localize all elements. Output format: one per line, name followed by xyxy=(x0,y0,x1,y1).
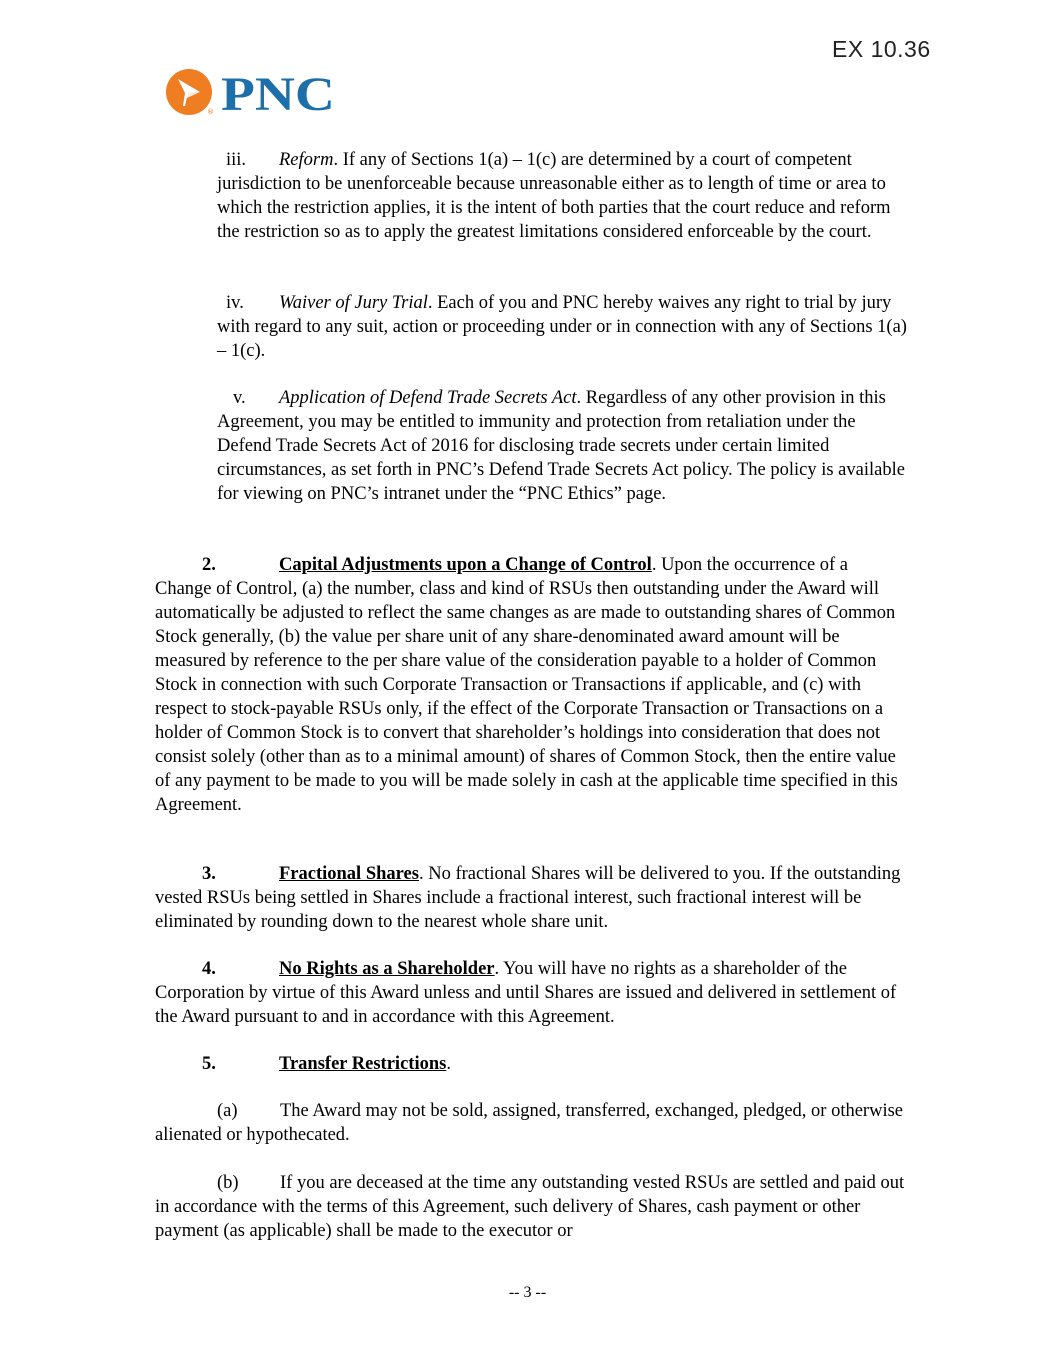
section-heading: Capital Adjustments upon a Change of Control xyxy=(279,555,652,575)
section-body: . No fractional Shares will be delivered to you. If the outstanding vested RSUs being settled in Shares include a fractional interest, such fractional interest will be eliminated by rounding down to the nearest whole share unit. xyxy=(155,864,901,932)
page-number: -- 3 -- xyxy=(508,1284,547,1301)
item-title: Application of Defend Trade Secrets Act xyxy=(279,388,577,408)
item-number: iv. xyxy=(226,293,244,313)
item-body: . Regardless of any other provision in this Agreement, you may be entitled to immunity and protection from retaliation under the Defend Trade Secrets Act of 2016 for disclosing trade secrets under certain limited circumstances, as set forth in PNC’s Defend Trade Secrets Act policy. The policy is available for viewing on PNC’s intranet under the “PNC Ethics” page. xyxy=(217,388,905,504)
item-reform xyxy=(217,148,907,244)
section-capital-adjustments xyxy=(155,553,907,817)
pnc-logo xyxy=(165,66,340,122)
section-heading: Transfer Restrictions xyxy=(279,1054,447,1074)
section-number: 3. xyxy=(202,864,216,884)
paragraph-a xyxy=(155,1099,907,1147)
pnc-logo-text: PNC xyxy=(221,68,335,121)
item-body: . Each of you and PNC hereby waives any right to trial by jury with regard to any suit, action or proceeding under or in connection with any of Sections 1(a) – 1(c). xyxy=(217,293,907,361)
paragraph-text: The Award may not be sold, assigned, transferred, exchanged, pledged, or otherwise alienated or hypothecated. xyxy=(155,1101,903,1145)
section-body: . Upon the occurrence of a Change of Control, (a) the number, class and kind of RSUs then outstanding under the Award will automatically be adjusted to reflect the same changes as are made to outstanding shares of Common Stock generally, (b) the value per share unit of any share-denominated award amount will be measured by reference to the per share value of the consideration payable to a holder of Common Stock in connection with such Corporate Transaction or Transactions if applicable, and (c) with respect to stock-payable RSUs only, if the effect of the Corporate Transaction or Transactions on a holder of Common Stock is to convert that shareholder’s holdings into consideration that does not consist solely (other than as to a minimal amount) of shares of Common Stock, then the entire value of any payment to be made to you will be made solely in cash at the applicable time specified in this Agreement. xyxy=(155,555,898,815)
paragraph-label: (b) xyxy=(217,1173,239,1193)
section-number: 2. xyxy=(202,555,216,575)
section-transfer-restrictions xyxy=(155,1052,907,1076)
section-body: . xyxy=(446,1054,451,1074)
section-number: 4. xyxy=(202,959,216,979)
item-number: iii. xyxy=(226,150,247,170)
section-heading: Fractional Shares xyxy=(279,864,419,884)
section-heading: No Rights as a Shareholder xyxy=(279,959,495,979)
section-fractional-shares xyxy=(155,862,907,934)
item-title: Waiver of Jury Trial xyxy=(279,293,428,313)
svg-text:®: ® xyxy=(207,108,214,116)
paragraph-text: If you are deceased at the time any outstanding vested RSUs are settled and paid out in accordance with the terms of this Agreement, such delivery of Shares, cash payment or other payment (as applicable) shall be made to the executor or xyxy=(155,1173,905,1241)
item-waiver-of-jury-trial xyxy=(217,291,907,363)
section-no-rights-as-shareholder xyxy=(155,957,907,1029)
exhibit-label: EX 10.36 xyxy=(832,36,931,62)
section-body: . You will have no rights as a shareholder of the Corporation by virtue of this Award unless and until Shares are issued and delivered in settlement of the Award pursuant to and in accordance with this Agreement. xyxy=(155,959,897,1027)
item-title: Reform xyxy=(279,150,334,170)
item-defend-trade-secrets xyxy=(217,386,907,506)
item-body: . If any of Sections 1(a) – 1(c) are determined by a court of competent jurisdiction to be unenforceable because unreasonable either as to length of time or area to which the restriction applies, it is the intent of both parties that the court reduce and reform the restriction so as to apply the greatest limitations considered enforceable by the court. xyxy=(217,150,891,242)
paragraph-label: (a) xyxy=(217,1101,238,1121)
item-number: v. xyxy=(233,388,246,408)
section-number: 5. xyxy=(202,1054,216,1074)
paragraph-b xyxy=(155,1171,907,1243)
